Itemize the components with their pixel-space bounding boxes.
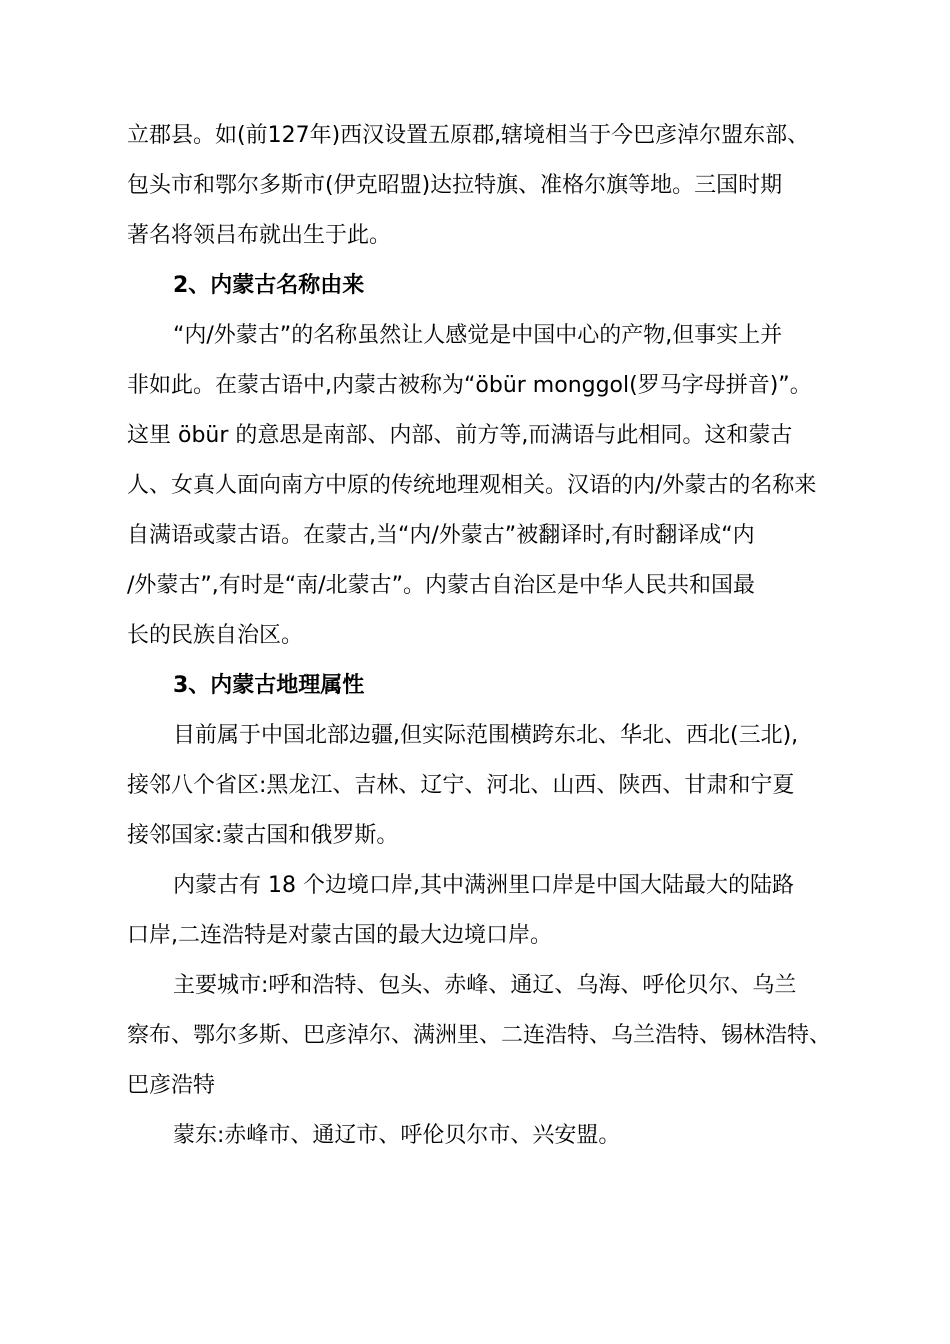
paragraph-line: 主要城市:呼和浩特、包头、赤峰、通辽、乌海、呼伦贝尔、乌兰: [173, 973, 797, 998]
paragraph-line: 人、女真人面向南方中原的传统地理观相关。汉语的内/外蒙古的名称来: [127, 473, 817, 498]
paragraph-line: 自满语或蒙古语。在蒙古,当“内/外蒙古”被翻译时,有时翻译成“内: [127, 523, 755, 548]
paragraph-line: “内/外蒙古”的名称虽然让人感觉是中国中心的产物,但事实上并: [173, 323, 783, 348]
paragraph-line: 非如此。在蒙古语中,内蒙古被称为“öbür monggol(罗马字母拼音)”。: [127, 373, 812, 398]
section-heading-name-origin: 2、内蒙古名称由来: [173, 273, 365, 298]
paragraph-line: 目前属于中国北部边疆,但实际范围横跨东北、华北、西北(三北),: [173, 723, 799, 748]
paragraph-line: 口岸,二连浩特是对蒙古国的最大边境口岸。: [127, 923, 552, 948]
paragraph-line: 立郡县。如(前127年)西汉设置五原郡,辖境相当于今巴彦淖尔盟东部、: [127, 123, 810, 148]
paragraph-line: 巴彦浩特: [127, 1073, 216, 1098]
paragraph-line: 蒙东:赤峰市、通辽市、呼伦贝尔市、兴安盟。: [173, 1123, 621, 1148]
paragraph-line: 包头市和鄂尔多斯市(伊克昭盟)达拉特旗、准格尔旗等地。三国时期: [127, 173, 783, 198]
paragraph-line: /外蒙古”,有时是“南/北蒙古”。内蒙古自治区是中华人民共和国最: [127, 573, 756, 598]
paragraph-line: 长的民族自治区。: [127, 623, 304, 648]
section-heading-geography: 3、内蒙古地理属性: [173, 673, 365, 698]
paragraph-line: 内蒙古有 18 个边境口岸,其中满洲里口岸是中国大陆最大的陆路: [173, 873, 794, 898]
paragraph-line: 这里 öbür 的意思是南部、内部、前方等,而满语与此相同。这和蒙古: [127, 423, 793, 448]
paragraph-line: 接邻国家:蒙古国和俄罗斯。: [127, 823, 399, 848]
paragraph-line: 著名将领吕布就出生于此。: [127, 223, 392, 248]
paragraph-line: 接邻八个省区:黑龙江、吉林、辽宁、河北、山西、陕西、甘肃和宁夏: [127, 773, 795, 798]
paragraph-line: 察布、鄂尔多斯、巴彦淖尔、满洲里、二连浩特、乌兰浩特、锡林浩特、: [127, 1023, 832, 1048]
